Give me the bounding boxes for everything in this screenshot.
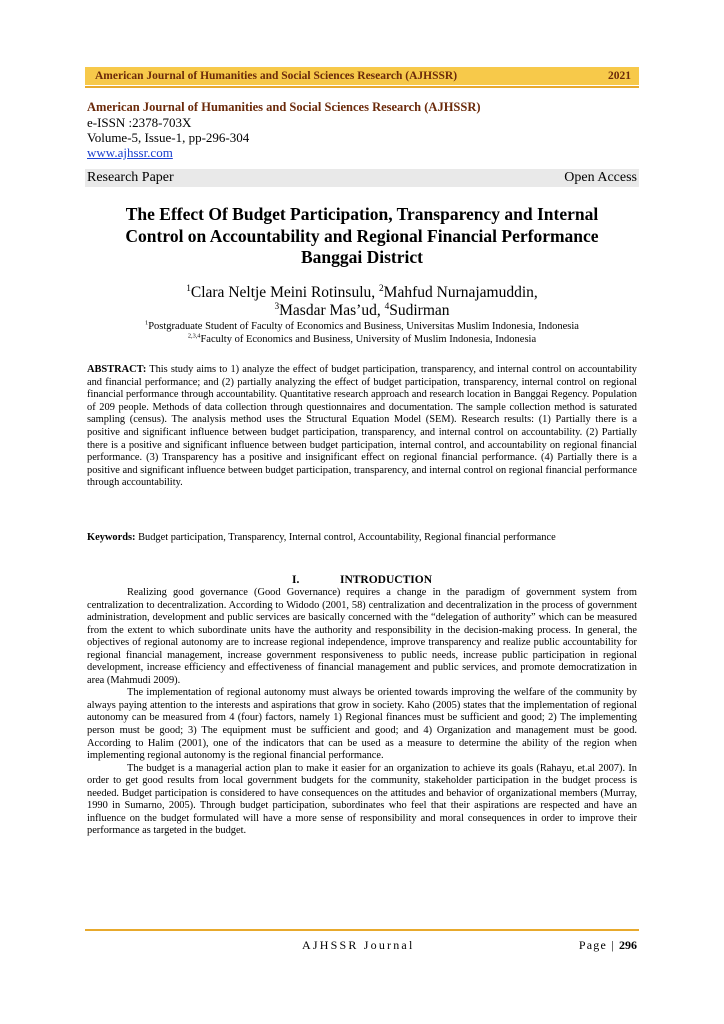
meta-issn: e-ISSN :2378-703X bbox=[87, 115, 192, 130]
paper-title bbox=[87, 204, 637, 269]
section-heading bbox=[87, 574, 637, 586]
footer-rule bbox=[85, 929, 639, 931]
title-line: Control on Accountability and Regional Financial Performance bbox=[125, 225, 599, 246]
abstract-label: ABSTRACT: bbox=[87, 364, 147, 375]
author-superscript: 3 bbox=[274, 301, 280, 312]
header-year: 2021 bbox=[608, 70, 631, 82]
meta-volume: Volume-5, Issue-1, pp-296-304 bbox=[87, 130, 250, 145]
footer-journal: AJHSSR Journal bbox=[302, 938, 415, 952]
author-name: Sudirman bbox=[389, 302, 450, 319]
keywords-text: Budget participation, Transparency, Internal control, Accountability, Regional financial performance bbox=[135, 532, 556, 543]
keywords-label: Keywords: bbox=[87, 532, 136, 543]
paragraph: Realizing good governance (Good Governance) requires a change in the paradigm of government system from centralization to decentralization. According to Widodo (2001, 58) centralization and decentralization in the process of government administration, development and public services are basically concerned with the “delegation of authority” which can be measured from the extent to which subordinate units have the authority and responsibility in the decision-making process. In general, the objectives of regional autonomy are to increase regional independence, improve transparency and realize public accountability for regional financial management, increase government responsiveness to public needs, increase public participation in regional development, increase efficiency and effectiveness of financial management and public services, and promote democratization in area (Mahmudi 2009). bbox=[87, 587, 637, 686]
introduction-body bbox=[87, 587, 637, 838]
footer-page bbox=[579, 938, 637, 953]
meta-journal-name: American Journal of Humanities and Social Sciences Research (AJHSSR) bbox=[87, 100, 481, 114]
header-rule bbox=[85, 86, 639, 88]
paper-type: Research Paper bbox=[87, 170, 174, 185]
paper-type-bar bbox=[85, 169, 639, 187]
affiliations bbox=[87, 321, 637, 346]
paragraph: The implementation of regional autonomy must always be oriented towards improving the welfare of the community by always paying attention to the interests and aspirations that grow in society. Kaho (2005) states that the implementation of regional autonomy can be measured from 4 (four) factors, namely 1) Regional finances must be sufficient and good; 2) The implementing person must be good; 3) The equipment must be sufficient and good; and 4) Organization and management must be good. According to Halim (2001), one of the indicators that can be used as a measure to determine the ability of the region when implementing regional autonomy is the regional financial performance. bbox=[87, 687, 637, 762]
title-line: The Effect Of Budget Participation, Transparency and Internal bbox=[125, 204, 599, 224]
abstract-text: This study aims to 1) analyze the effect of budget participation, transparency, and internal control on accountability and financial performance; and (2) partially analyzing the effect of budget participation, transparency, internal control on regional financial performance through accountability. Quantitative research approach and research location in Banggai Regency. Population of 209 people. Methods of data collection through questionnaires and documentation. The sample collection method is saturated sampling (census). The analysis method uses the Structural Equation Model (SEM). Research results: (1) Partially there is a positive and significant influence between budget participation, transparency, and internal control on accountability. (2) Partially there is a positive and significant influence between budget participation, internal control, and accountability on regional financial performance. (3) Transparency has a positive and insignificant effect on regional financial performance. (4) Partially there is a positive and significant influence between budget participation, transparency, and internal control on regional financial performance through accountability. bbox=[87, 364, 637, 489]
access-type: Open Access bbox=[564, 170, 637, 185]
affiliation-superscript: 1 bbox=[145, 319, 149, 327]
affiliation-line: Postgraduate Student of Faculty of Economics and Business, Universitas Muslim Indonesia, Indonesia bbox=[148, 321, 579, 332]
author-name: Mahfud Nurnajamuddin, bbox=[383, 284, 538, 301]
affiliation-superscript: 2,3,4 bbox=[187, 332, 201, 339]
affiliation-line: Faculty of Economics and Business, University of Muslim Indonesia, Indonesia bbox=[200, 333, 537, 345]
title-line: Banggai District bbox=[300, 247, 423, 267]
section-number: I. bbox=[291, 574, 300, 586]
author-list bbox=[87, 284, 637, 320]
header-journal-name: American Journal of Humanities and Social Sciences Research (AJHSSR) bbox=[95, 70, 458, 82]
journal-meta bbox=[87, 100, 637, 160]
abstract bbox=[87, 364, 637, 490]
keywords bbox=[87, 532, 637, 545]
author-superscript: 4 bbox=[384, 301, 390, 312]
page-number: 296 bbox=[619, 938, 637, 952]
author-name: Clara Neltje Meini Rotinsulu, bbox=[190, 284, 380, 301]
journal-header-band bbox=[85, 67, 639, 85]
section-title: INTRODUCTION bbox=[339, 574, 432, 586]
author-superscript: 1 bbox=[186, 283, 191, 294]
page-label: Page | bbox=[578, 938, 619, 952]
author-superscript: 2 bbox=[379, 283, 384, 294]
journal-website-link[interactable]: www.ajhssr.com bbox=[87, 145, 173, 160]
paragraph: The budget is a managerial action plan to make it easier for an organization to achieve its goals (Rahayu, et.al 2007). In order to get good results from local government budgets for the community, stakeholder participation in the budget process is needed. Budget participation is considered to have consequences on the attitudes and behavior of organizational members (Murray, 1990 in Sumarno, 2005). Through budget participation, subordinates who feel that their aspirations are respected and have an influence on the budget formulated will have a more sense of responsibility and moral consequences in order to improve their performance as targeted in the budget. bbox=[87, 762, 637, 837]
author-name: Masdar Mas’ud, bbox=[279, 302, 385, 319]
